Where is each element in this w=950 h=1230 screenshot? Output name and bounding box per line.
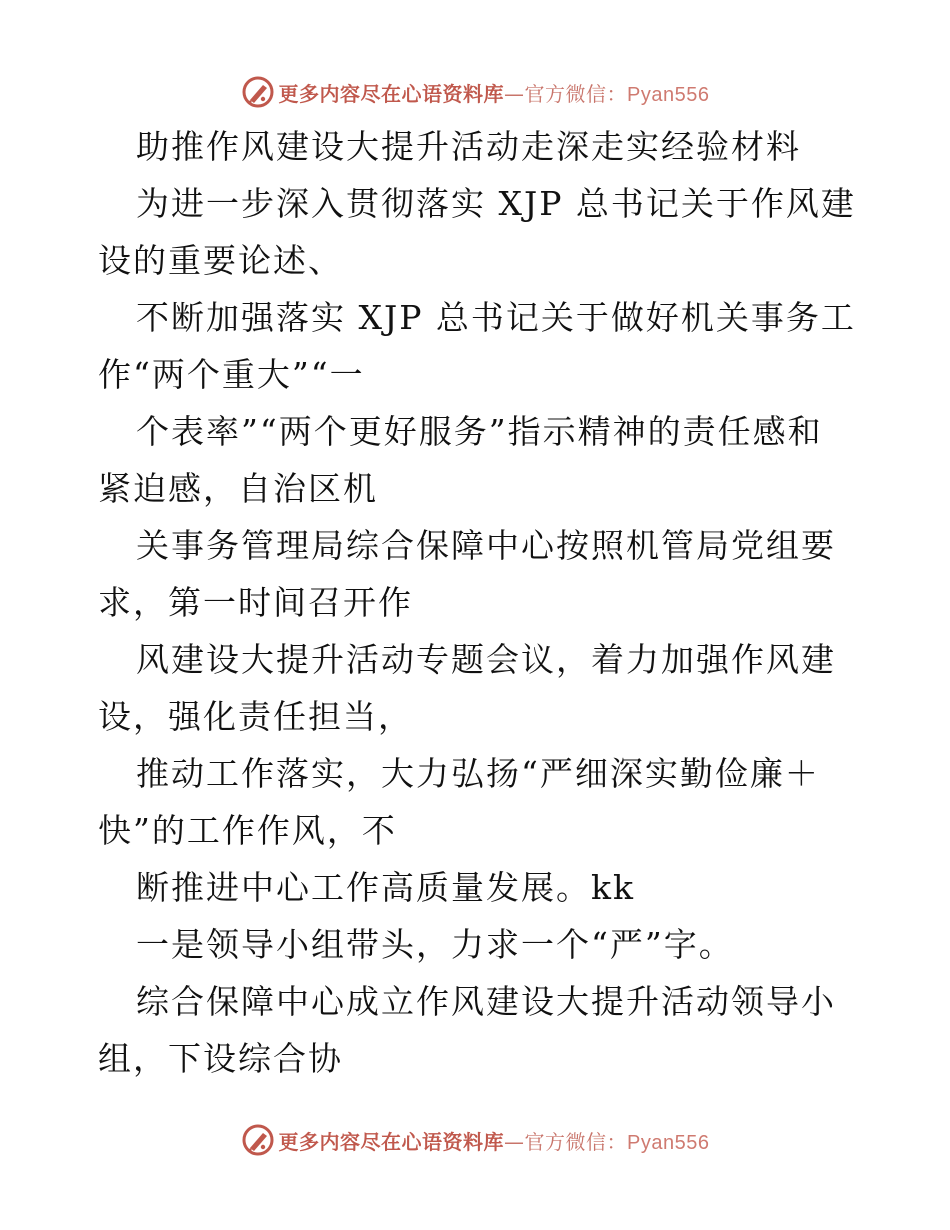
text-line: 为进一步深入贯彻落实 XJP 总书记关于作风建: [136, 184, 856, 223]
text-line: 综合保障中心成立作风建设大提升活动领导小: [136, 982, 836, 1021]
banner-separator-text: —官方微信：: [504, 81, 628, 106]
document-title-line: 助推作风建设大提升活动走深走实经验材料: [136, 127, 801, 166]
text-line: 断推进中心工作高质量发展。kk: [136, 868, 635, 907]
text-line: 关事务管理局综合保障中心按照机管局党组要: [136, 526, 836, 565]
pen-seal-icon: [241, 75, 275, 109]
text-line: 快”的工作作风，不: [98, 811, 397, 850]
banner-main-text: 更多内容尽在心语资料库: [278, 81, 505, 106]
header-banner: [0, 72, 950, 112]
text-line: 个表率”“两个更好服务”指示精神的责任感和: [136, 412, 823, 451]
text-line: 设的重要论述、: [98, 241, 343, 280]
text-line: 一是领导小组带头，力求一个“严”字。: [136, 925, 734, 964]
banner-wechat-id: Pyan556: [627, 83, 710, 106]
text-line: 求，第一时间召开作: [98, 583, 413, 622]
text-line: 设，强化责任担当，: [98, 697, 413, 736]
text-line: 组，下设综合协: [98, 1039, 343, 1078]
text-line: 紧迫感，自治区机: [98, 469, 378, 508]
banner-text: [279, 1126, 710, 1155]
text-line: 作“两个重大”“一: [98, 355, 365, 394]
text-line: 不断加强落实 XJP 总书记关于做好机关事务工: [136, 298, 856, 337]
banner-main-text: 更多内容尽在心语资料库: [278, 1129, 505, 1154]
text-line: 风建设大提升活动专题会议，着力加强作风建: [136, 640, 836, 679]
footer-banner: [0, 1120, 950, 1160]
banner-wechat-id: Pyan556: [627, 1131, 710, 1154]
banner-text: [279, 78, 710, 107]
banner-separator-text: —官方微信：: [504, 1129, 628, 1154]
pen-seal-icon: [241, 1123, 275, 1157]
document-body: [98, 118, 878, 1087]
text-line: 推动工作落实，大力弘扬“严细深实勤俭廉＋: [136, 754, 820, 793]
